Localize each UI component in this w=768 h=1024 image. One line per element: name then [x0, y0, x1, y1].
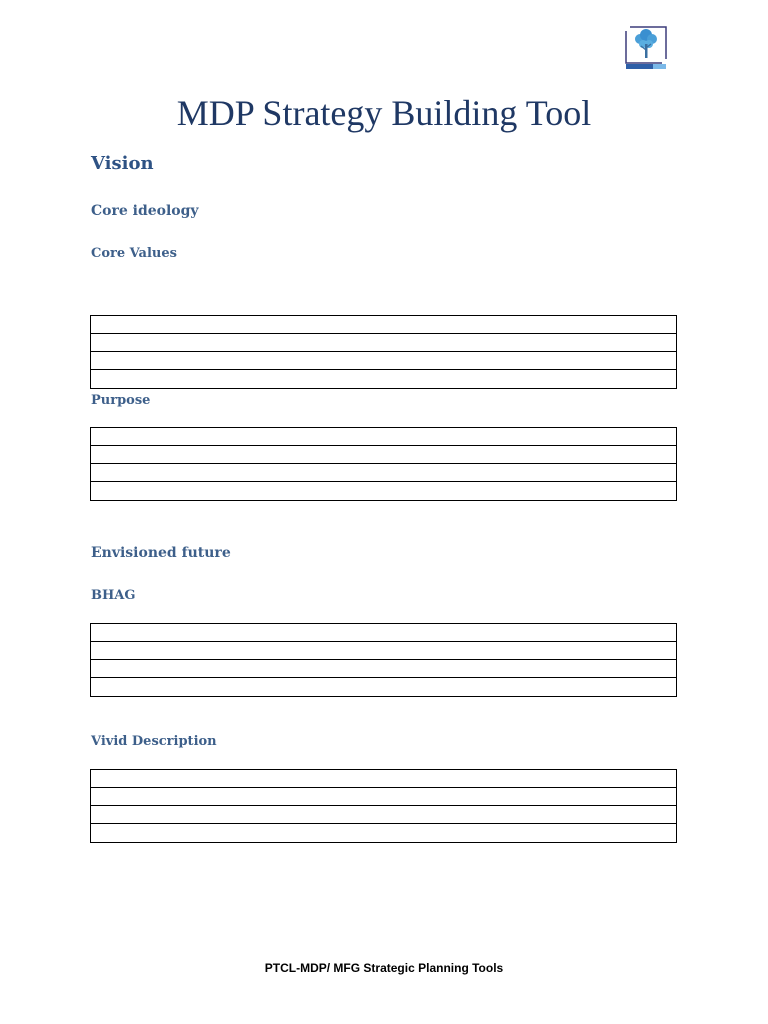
section-heading-bhag: BHAG	[91, 588, 136, 603]
purpose-table	[90, 427, 677, 501]
section-heading-vision: Vision	[91, 153, 154, 174]
vivid-description-row-2[interactable]	[91, 788, 676, 806]
company-logo	[623, 22, 669, 70]
core-values-row-2[interactable]	[91, 334, 676, 352]
tree-icon	[623, 22, 669, 70]
section-heading-core-ideology: Core ideology	[91, 203, 199, 219]
core-values-row-1[interactable]	[91, 316, 676, 334]
bhag-row-4[interactable]	[91, 678, 676, 696]
bhag-row-3[interactable]	[91, 660, 676, 678]
section-heading-envisioned-future: Envisioned future	[91, 545, 231, 561]
vivid-description-table	[90, 769, 677, 843]
core-values-row-3[interactable]	[91, 352, 676, 370]
purpose-row-2[interactable]	[91, 446, 676, 464]
core-values-table	[90, 315, 677, 389]
page-title: MDP Strategy Building Tool	[176, 93, 592, 133]
bhag-table	[90, 623, 677, 697]
vivid-description-row-4[interactable]	[91, 824, 676, 842]
page-footer: PTCL-MDP/ MFG Strategic Planning Tools	[264, 961, 504, 975]
section-heading-vivid-description: Vivid Description	[91, 734, 217, 749]
bhag-row-1[interactable]	[91, 624, 676, 642]
vivid-description-row-1[interactable]	[91, 770, 676, 788]
section-heading-core-values: Core Values	[91, 246, 177, 261]
purpose-row-1[interactable]	[91, 428, 676, 446]
core-values-row-4[interactable]	[91, 370, 676, 388]
purpose-row-3[interactable]	[91, 464, 676, 482]
vivid-description-row-3[interactable]	[91, 806, 676, 824]
section-heading-purpose: Purpose	[91, 393, 151, 408]
bhag-row-2[interactable]	[91, 642, 676, 660]
purpose-row-4[interactable]	[91, 482, 676, 500]
